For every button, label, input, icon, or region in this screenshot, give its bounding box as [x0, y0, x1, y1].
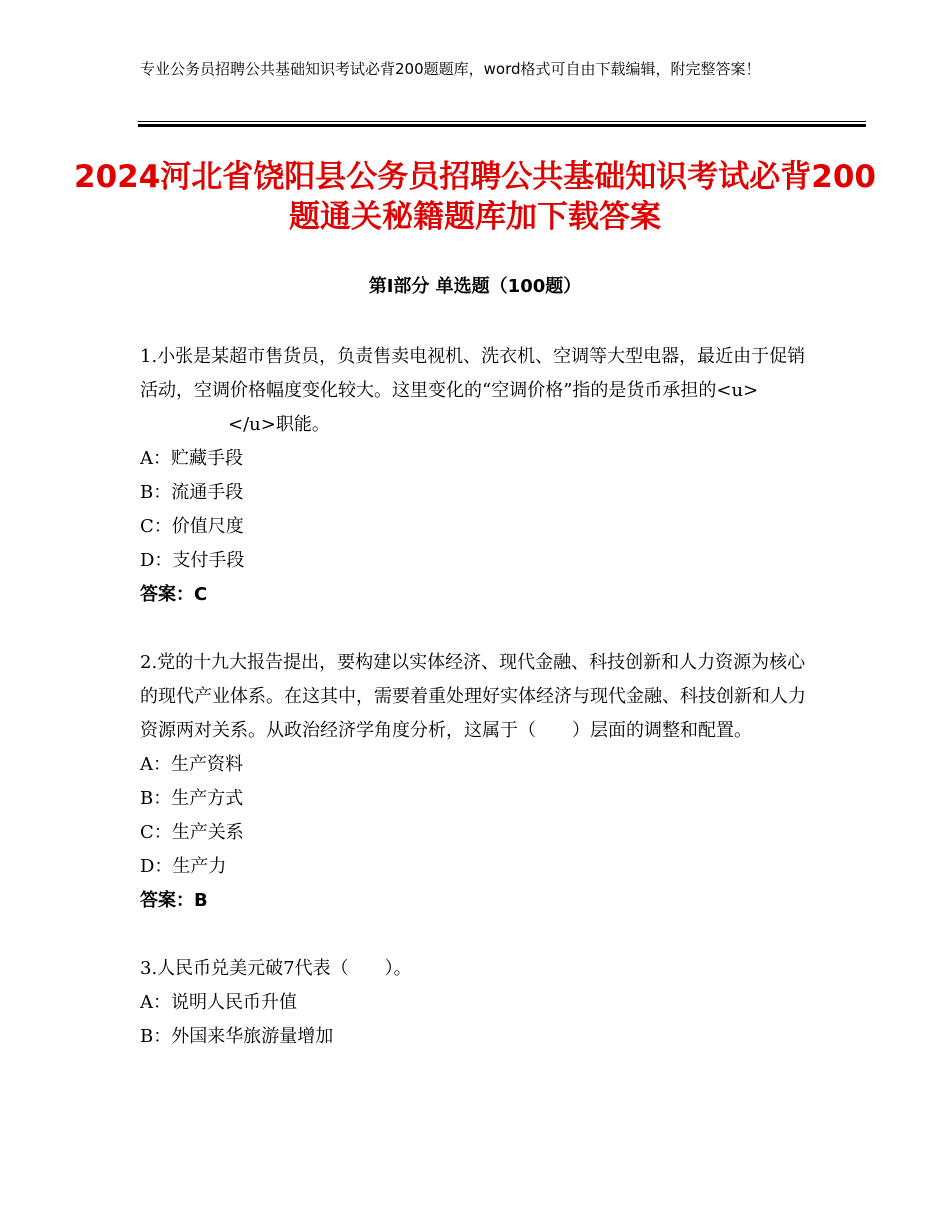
question-3-option-b: B：外国来华旅游量增加: [140, 1026, 334, 1047]
question-3: [140, 952, 820, 1054]
question-3-stem: 3.人民币兑美元破7代表（ ）。: [140, 958, 412, 979]
question-3-option-a: A：说明人民币升值: [140, 992, 297, 1013]
question-1-option-d: D：支付手段: [140, 550, 245, 571]
question-2-stem: 2.党的十九大报告提出，要构建以实体经济、现代金融、科技创新和人力资源为核心的现代产业体系。在这其中，需要着重处理好实体经济与现代金融、科技创新和人力资源两对关系。从政治经济学角度分析，这属于（ ）层面的调整和配置。: [140, 652, 806, 741]
document-title: 2024河北省饶阳县公务员招聘公共基础知识考试必背200题通关秘籍题库加下载答案: [74, 159, 876, 235]
header-rule-thick: [138, 124, 866, 127]
question-2: [140, 646, 820, 918]
question-1-option-c: C：价值尺度: [140, 516, 244, 537]
question-1: [140, 340, 820, 612]
question-1-stem: [140, 340, 820, 442]
header-note: 专业公务员招聘公共基础知识考试必背200题题库，word格式可自由下载编辑，附完整答案！: [140, 60, 761, 78]
section-heading: 第Ⅰ部分 单选题（100题）: [368, 276, 582, 297]
question-2-option-c: C：生产关系: [140, 822, 244, 843]
question-2-option-b: B：生产方式: [140, 788, 244, 809]
question-2-option-d: D：生产力: [140, 856, 227, 877]
question-2-answer: 答案：B: [140, 890, 208, 911]
header-rule-thin: [138, 121, 866, 122]
question-2-option-a: A：生产资料: [140, 754, 243, 775]
question-1-option-a: A：贮藏手段: [140, 448, 243, 469]
question-1-stem-part1: 1.小张是某超市售货员，负责售卖电视机、洗衣机、空调等大型电器，最近由于促销活动，空调价格幅度变化较大。这里变化的“空调价格”指的是货币承担的<u>: [140, 346, 806, 401]
question-spacer: [140, 612, 820, 646]
question-spacer: [140, 918, 820, 952]
question-list: [140, 340, 820, 1054]
question-1-answer: 答案：C: [140, 584, 208, 605]
question-1-stem-part2: </u>职能。: [228, 414, 330, 435]
question-1-option-b: B：流通手段: [140, 482, 244, 503]
